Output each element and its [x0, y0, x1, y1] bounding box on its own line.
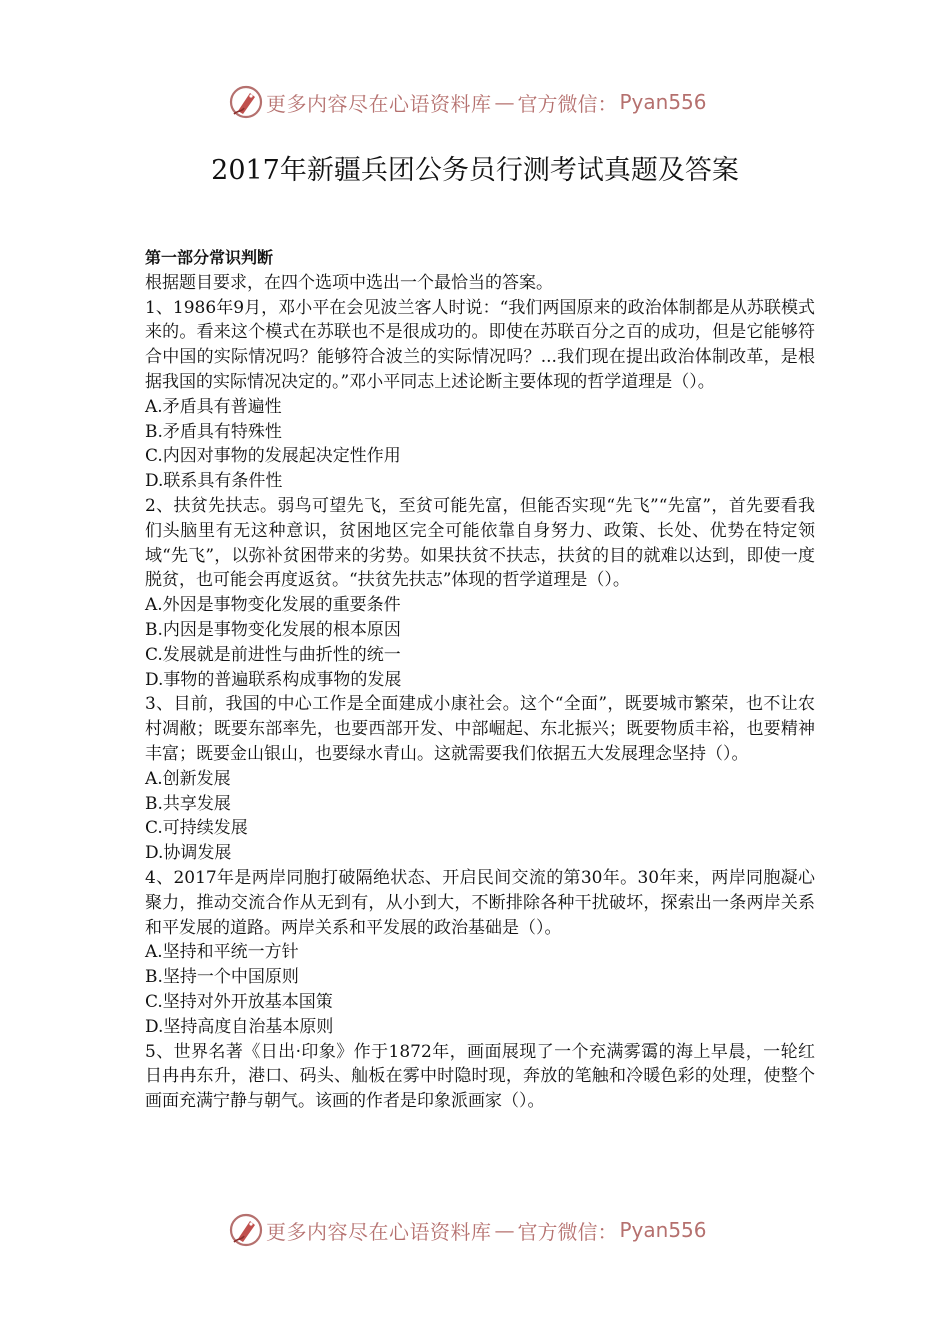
section-instruction: 根据题目要求，在四个选项中选出一个最恰当的答案。	[145, 272, 553, 293]
question-5-text: 5、世界名著《日出·印象》作于1872年，画面展现了一个充满雾霭的海上早晨，一轮红日冉冉东升，港口、码头、舢板在雾中时隐时现，奔放的笔触和冷暖色彩的处理，使整个画面充满宁静与朝气。该画的作者是印象派画家（）。	[145, 1041, 815, 1112]
document-body	[145, 246, 815, 1114]
question-2-option-d: D.事物的普遍联系构成事物的发展	[145, 669, 402, 690]
banner-text: 更多内容尽在心语资料库	[266, 1219, 492, 1244]
question-4-option-c: C.坚持对外开放基本国策	[145, 991, 333, 1012]
question-1-option-d: D.联系具有条件性	[145, 471, 283, 492]
question-1-option-a: A.矛盾具有普遍性	[145, 396, 282, 417]
question-4-option-d: D.坚持高度自治基本原则	[145, 1016, 334, 1037]
question-4-text: 4、2017年是两岸同胞打破隔绝状态、开启民间交流的第30年。30年来，两岸同胞凝心聚力，推动交流合作从无到有，从小到大，不断排除各种干扰破坏，探索出一条两岸关系和平发展的道路。两岸关系和平发展的政治基础是（）。	[145, 867, 815, 938]
banner-wechat-id: Pyan556	[619, 1218, 707, 1242]
question-3-option-d: D.协调发展	[145, 843, 232, 864]
section-heading: 第一部分常识判断	[145, 248, 274, 267]
pen-nib-logo-icon	[228, 84, 264, 120]
pen-nib-logo-icon	[228, 1212, 264, 1248]
question-3-option-b: B.共享发展	[145, 793, 231, 814]
banner-text: 更多内容尽在心语资料库	[266, 91, 492, 116]
question-2-option-b: B.内因是事物变化发展的根本原因	[145, 619, 401, 640]
question-1-option-b: B.矛盾具有特殊性	[145, 421, 282, 442]
banner-dash: —	[494, 1218, 515, 1242]
question-1-option-c: C.内因对事物的发展起决定性作用	[145, 446, 401, 467]
footer-watermark-banner	[228, 1210, 707, 1250]
header-watermark-banner	[228, 82, 707, 122]
banner-wechat-label: 官方微信：	[517, 91, 618, 116]
banner-dash: —	[494, 90, 515, 114]
question-2-option-a: A.外因是事物变化发展的重要条件	[145, 595, 401, 616]
question-3-text: 3、目前，我国的中心工作是全面建成小康社会。这个“全面”，既要城市繁荣，也不让农村凋敝；既要东部率先，也要西部开发、中部崛起、东北振兴；既要物质丰裕，也要精神丰富；既要金山银山，也要绿水青山。这就需要我们依据五大发展理念坚持（）。	[145, 694, 815, 764]
question-2-text: 2、扶贫先扶志。弱鸟可望先飞，至贫可能先富，但能否实现“先飞”“先富”，首先要看我们头脑里有无这种意识，贫困地区完全可能依靠自身努力、政策、长处、优势在特定领域“先飞”，以弥补贫困带来的劣势。如果扶贫不扶志，扶贫的目的就难以达到，即使一度脱贫，也可能会再度返贫。“扶贫先扶志”体现的哲学道理是（）。	[145, 495, 815, 591]
page-title: 2017年新疆兵团公务员行测考试真题及答案	[211, 155, 739, 186]
question-2-option-c: C.发展就是前进性与曲折性的统一	[145, 644, 401, 665]
question-3-option-c: C.可持续发展	[145, 818, 248, 839]
banner-wechat-label: 官方微信：	[517, 1219, 618, 1244]
question-1-text: 1、1986年9月，邓小平在会见波兰客人时说：“我们两国原来的政治体制都是从苏联模式来的。看来这个模式在苏联也不是很成功的。即使在苏联百分之百的成功，但是它能够符合中国的实际情况吗？能够符合波兰的实际情况吗？...我们现在提出政治体制改革，是根据我国的实际情况决定的。”邓小平同志上述论断主要体现的哲学道理是（）。	[145, 297, 815, 392]
question-4-option-a: A.坚持和平统一方针	[145, 942, 299, 963]
question-4-option-b: B.坚持一个中国原则	[145, 967, 299, 988]
banner-wechat-id: Pyan556	[619, 90, 707, 114]
question-3-option-a: A.创新发展	[145, 768, 231, 789]
